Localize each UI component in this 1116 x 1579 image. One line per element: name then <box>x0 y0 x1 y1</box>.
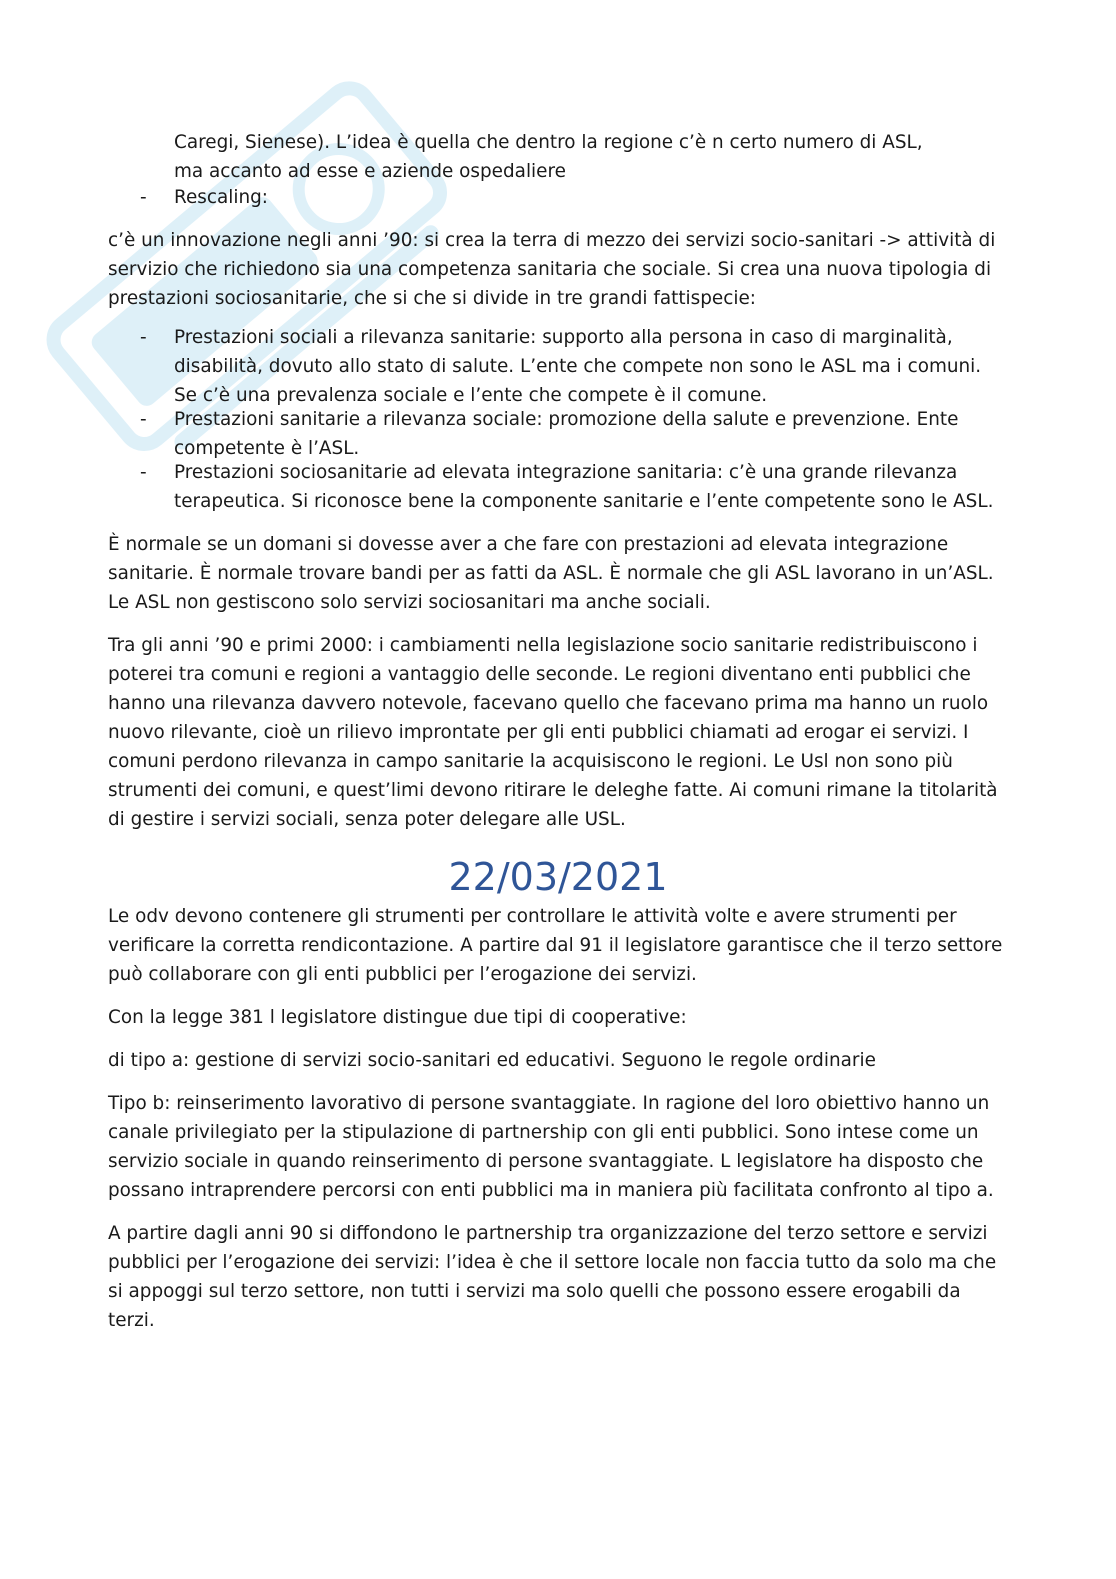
paragraph-tipo-b: Tipo b: reinserimento lavorativo di persone svantaggiate. In ragione del loro obiettivo hanno un canale privilegiato per la stipulazione di partnership con gli enti pubblici. Sono intese come un servizio sociale in quando reinserimento di persone svantaggiate. L legislatore ha disposto che possano intraprendere percorsi con enti pubblici ma in maniera più facilitata confronto al tipo a. <box>108 1093 994 1201</box>
paragraph-innovation: c’è un innovazione negli anni ’90: si crea la terra di mezzo dei servizi socio-sanitari -> attività di servizio che richiedono sia una competenza sanitaria che sociale. Si crea una nuova tipologia di prestazioni sociosanitarie, che si che si divide in tre grandi fattispecie: <box>108 230 996 309</box>
list-item-text: Prestazioni sociosanitarie ad elevata integrazione sanitaria: c’è una grande rilevanza terapeutica. Si riconosce bene la componente sanitarie e l’ente competente sono le ASL. <box>174 462 994 512</box>
list-item <box>108 458 1008 516</box>
dash-bullet: - <box>140 409 147 430</box>
date-heading: 22/03/2021 <box>448 855 668 899</box>
dash-bullet: - <box>140 462 147 483</box>
paragraph-odv: Le odv devono contenere gli strumenti per controllare le attività volte e avere strumenti per verificare la corretta rendicontazione. A partire dal 91 il legislatore garantisce che il terzo settore può collaborare con gli enti pubblici per l’erogazione dei servizi. <box>108 906 1003 985</box>
continued-line-1: Caregi, Sienese). L’idea è quella che dentro la regione c’è n certo numero di ASL, <box>174 132 923 153</box>
paragraph-partnership: A partire dagli anni 90 si diffondono le partnership tra organizzazione del terzo settore e servizi pubblici per l’erogazione dei servizi: l’idea è che il settore locale non faccia tutto da solo ma che si appoggi sul terzo settore, non tutti i servizi ma solo quelli che possono essere erogabili da terzi. <box>108 1223 997 1331</box>
list-item <box>108 405 1008 463</box>
continued-line-2: ma accanto ad esse e aziende ospedaliere <box>174 161 566 182</box>
paragraph-tipo-a: di tipo a: gestione di servizi socio-sanitari ed educativi. Seguono le regole ordinarie <box>108 1050 876 1071</box>
list-item-text: Rescaling: <box>174 187 268 208</box>
continued-text <box>108 128 1008 186</box>
dash-bullet: - <box>140 187 147 208</box>
paragraph-anni-90: Tra gli anni ’90 e primi 2000: i cambiamenti nella legislazione socio sanitarie redistribuiscono i poterei tra comuni e regioni a vantaggio delle seconde. Le regioni diventano enti pubblici che hanno una rilevanza davvero notevole, facevano quello che facevano prima ma hanno un ruolo nuovo rilevante, cioè un rilievo improntate per gli enti pubblici chiamati ad erogar ei servizi. I comuni perdono rilevanza in campo sanitarie la acquisiscono le regioni. Le Usl non sono più strumenti dei comuni, e quest’limi devono ritirare le deleghe fatte. Ai comuni rimane la titolarità di gestire i servizi sociali, senza poter delegare alle USL. <box>108 635 998 830</box>
list-item <box>108 323 1008 410</box>
list-item-text: Prestazioni sanitarie a rilevanza sociale: promozione della salute e prevenzione. Ente competente è l’ASL. <box>174 409 959 459</box>
list-item-rescaling <box>108 186 1008 210</box>
paragraph-normale: È normale se un domani si dovesse aver a che fare con prestazioni ad elevata integrazione sanitarie. È normale trovare bandi per as fatti da ASL. È normale che gli ASL lavorano in un’ASL. Le ASL non gestiscono solo servizi sociosanitari ma anche sociali. <box>108 534 994 613</box>
document-page <box>108 128 1008 1335</box>
paragraph-legge-381: Con la legge 381 l legislatore distingue due tipi di cooperative: <box>108 1007 687 1028</box>
dash-bullet: - <box>140 327 147 348</box>
list-item-text: Prestazioni sociali a rilevanza sanitarie: supporto alla persona in caso di marginalità, disabilità, dovuto allo stato di salute. L’ente che compete non sono le ASL ma i comuni. Se c’è una prevalenza sociale e l’ente che compete è il comune. <box>174 327 982 406</box>
bullet-list <box>108 323 1008 516</box>
